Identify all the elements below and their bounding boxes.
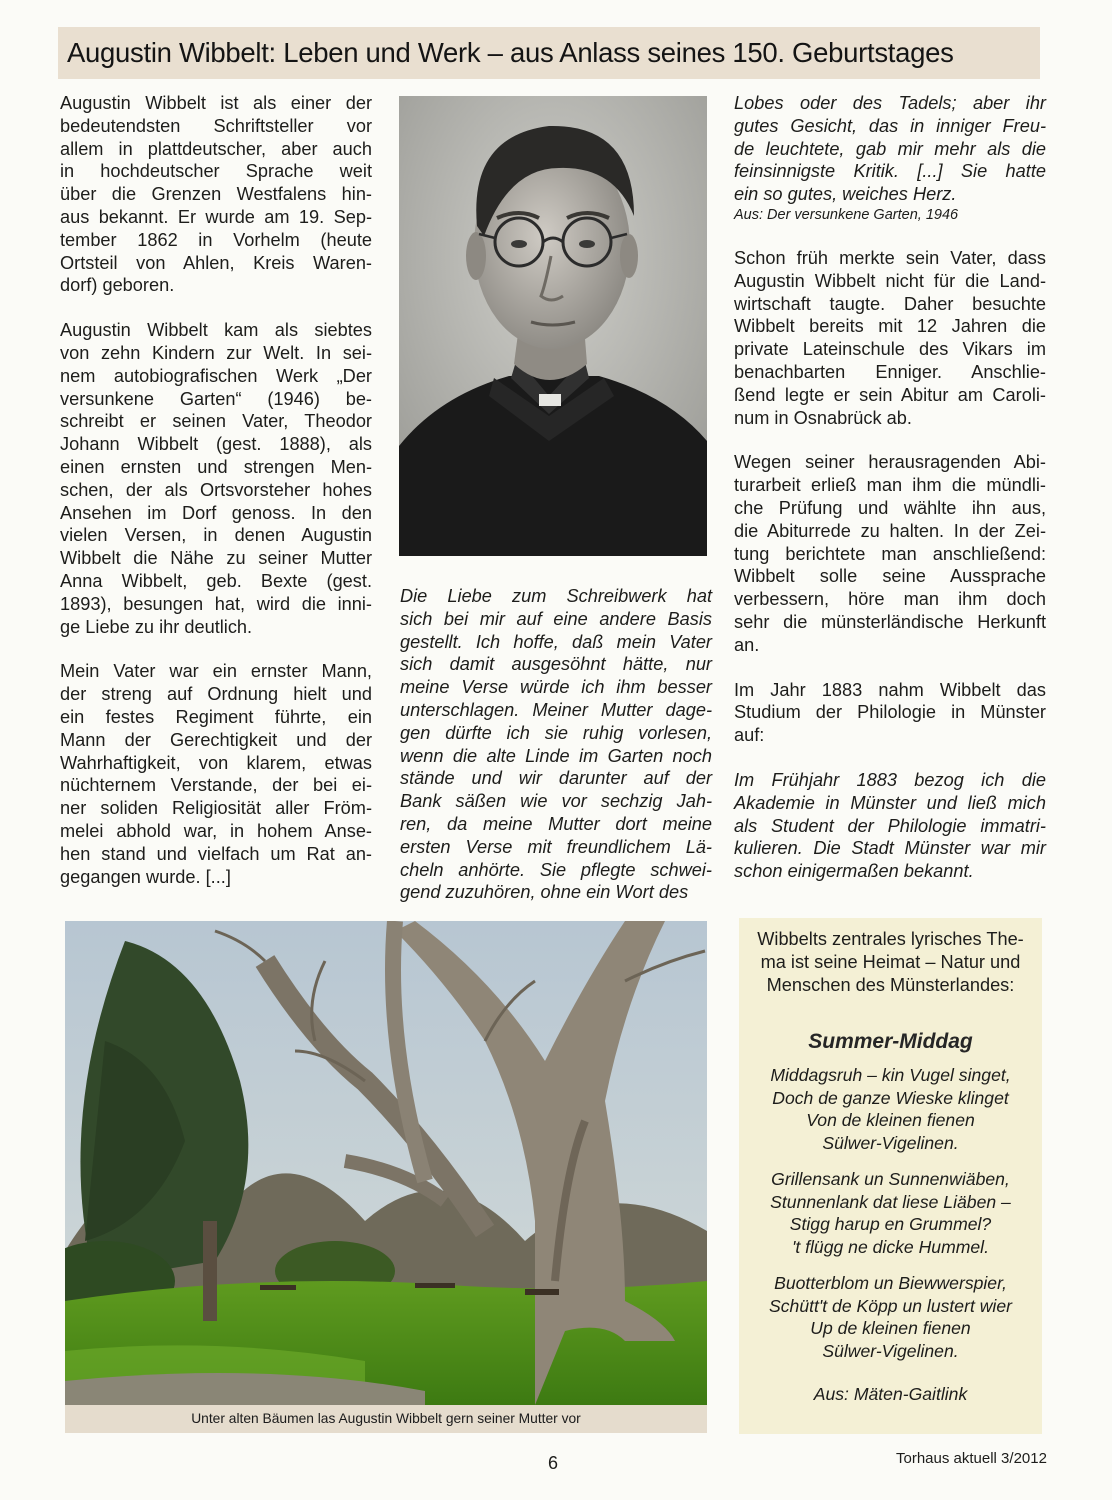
page-number: 6 — [548, 1453, 559, 1473]
poem-line: 't flügg ne dicke Hummel. — [792, 1236, 989, 1257]
body-text-line: Ansehen im Dorf genoss. In den — [60, 502, 372, 523]
body-text-line: bedeutendsten Schriftsteller vor — [60, 115, 372, 136]
body-text-line: num in Osnabrück ab. — [734, 407, 912, 428]
body-text-line: turarbeit erließ man ihm die mündli- — [734, 475, 1046, 496]
body-text-line: Mein Vater war ein ernster Mann, — [60, 661, 372, 682]
body-text-line: Johann Wibbelt (gest. 1888), als — [60, 434, 372, 455]
body-text-line: ein festes Regiment führte, ein — [60, 706, 372, 727]
body-text-line: Studium der Philologie in Münster — [734, 702, 1046, 723]
poem-line: Stunnenlank dat liese Liäben – — [770, 1191, 1011, 1212]
paragraph-gap — [734, 429, 1046, 451]
poem-stanza-3 — [739, 1272, 1042, 1362]
quote-text-line: schon einigermaßen bekannt. — [734, 861, 974, 882]
body-text-line: vielen Versen, in denen Augustin — [60, 525, 372, 546]
body-text-line: ßend legte er sein Abitur am Caroli- — [734, 384, 1046, 405]
body-text-line: von zehn Kindern zur Welt. In sei- — [60, 342, 372, 363]
quote-text-line: meine Verse würde ich ihm besser — [400, 677, 712, 698]
body-text-line: hen stand und vielfach um Rat an- — [60, 843, 372, 864]
poem-line: Stigg harup en Grummel? — [789, 1214, 992, 1235]
quote-text-line: feinsinnigste Kritik. [...] Sie hatte — [734, 161, 1046, 182]
body-text-line: Schon früh merkte sein Vater, dass — [734, 247, 1046, 268]
body-text-line: schreibt er seinen Vater, Theodor — [60, 411, 372, 432]
quote-text-line: de leuchtete, gab mir mehr als die — [734, 138, 1046, 159]
column-right — [734, 92, 1046, 883]
poem-title: Summer-Middag — [808, 1030, 973, 1054]
paragraph-gap — [60, 297, 372, 319]
poem-line: Buotterblom un Biewwerspier, — [774, 1273, 1007, 1294]
body-text-line: tung berichtete man anschließend: — [734, 543, 1046, 564]
quote-text-line: stände und wir darunter auf der — [400, 768, 712, 789]
body-text-line: Wegen seiner herausragenden Abi- — [734, 452, 1046, 473]
poem-line: Sülwer-Vigelinen. — [822, 1340, 959, 1361]
body-text-line: Augustin Wibbelt ist als einer der — [60, 93, 372, 113]
poem-stanza-2 — [739, 1168, 1042, 1258]
body-text-line: che Prüfung und wählte ihn aus, — [734, 497, 1046, 518]
quote-text-line: sich damit ausgesöhnt hätte, nur — [400, 654, 712, 675]
quote-text-line: ein so gutes, weiches Herz. — [734, 184, 957, 205]
body-text-line: Ortsteil von Ahlen, Kreis Waren- — [60, 252, 372, 273]
body-text-line: Augustin Wibbelt kam als siebtes — [60, 320, 372, 341]
quote-text-line: gend zuzuhören, ohne ein Wort des — [400, 882, 689, 903]
poem-line: Grillensank un Sunnenwiäben, — [771, 1169, 1010, 1190]
poem-box — [739, 918, 1042, 1434]
poem-line: Schütt't de Köpp un lustert wier — [769, 1295, 1012, 1316]
body-text-line: Augustin Wibbelt nicht für die Land- — [734, 270, 1046, 291]
body-text-line: nem autobiografischen Werk „Der — [60, 365, 372, 386]
quote-text-line: Akademie in Münster und ließ mich — [734, 792, 1046, 813]
paragraph-gap — [734, 747, 1046, 769]
body-text-line: nüchternem Verstande, der bei ei- — [60, 775, 372, 796]
body-text-line: tember 1862 in Vorhelm (heute — [60, 229, 372, 250]
quote-text-line: ersten Verse mit freundlichem Lä- — [400, 836, 712, 857]
poem-line: Menschen des Münsterlandes: — [766, 974, 1015, 995]
quote-text-line: gen dürfte ich sie ruhig vorlesen, — [400, 722, 712, 743]
paragraph-gap — [734, 657, 1046, 679]
body-text-line: Wahrhaftigkeit, von klarem, etwas — [60, 752, 372, 773]
quote-source: Aus: Der versunkene Garten, 1946 — [734, 206, 959, 223]
column-left — [60, 92, 372, 888]
quote-text-line: gutes Gesicht, das in inniger Freu- — [734, 115, 1046, 136]
poem-intro — [739, 928, 1042, 996]
quote-text-line: cheln anhörte. Sie pflegte schwei- — [400, 859, 712, 880]
quote-text-line: Lobes oder des Tadels; aber ihr — [734, 93, 1046, 113]
poem-line: ma ist seine Heimat – Natur und — [760, 951, 1021, 972]
body-text-line: dorf) geboren. — [60, 275, 175, 296]
body-text-line: Wibbelt solle seine Aussprache — [734, 566, 1046, 587]
body-text-line: 1893), besungen hat, wird die inni- — [60, 593, 372, 614]
body-text-line: über die Grenzen Westfalens hin- — [60, 184, 372, 205]
body-text-line: gegangen wurde. [...] — [60, 866, 231, 887]
body-text-line: verbessern, höre man ihm doch — [734, 589, 1046, 610]
body-text-line: schen, der als Ortsvorsteher hohes — [60, 479, 372, 500]
quote-text-line: wenn die alte Linde im Garten noch — [400, 745, 712, 766]
body-text-line: einen ernsten und strengen Men- — [60, 456, 372, 477]
body-text-line: ner soliden Religiosität aller Fröm- — [60, 798, 372, 819]
quote-text-line: unterschlagen. Meiner Mutter dage- — [400, 699, 712, 720]
poem-line: Middagsruh – kin Vugel singet, — [770, 1065, 1011, 1086]
body-text-line: Mann der Gerechtigkeit und der — [60, 729, 372, 750]
body-text-line: wirtschaft taugte. Daher besuchte — [734, 293, 1046, 314]
body-text-line: sehr die münsterländische Herkunft — [734, 611, 1046, 632]
body-text-line: in hochdeutscher Sprache weit — [60, 161, 372, 182]
body-text-line: private Lateinschule des Vikars im — [734, 339, 1046, 360]
body-text-line: auf: — [734, 725, 765, 746]
body-text-line: ge Liebe zu ihr deutlich. — [60, 616, 253, 637]
body-text-line: melei abhold war, in hohem Anse- — [60, 820, 372, 841]
body-text-line: versunkene Garten“ (1946) be- — [60, 388, 372, 409]
body-text-line: allem in plattdeutscher, aber auch — [60, 138, 372, 159]
quote-text-line: Bank säßen wie vor sechzig Jah- — [400, 791, 712, 812]
publication-label: Torhaus aktuell 3/2012 — [896, 1450, 1047, 1467]
photo-caption: Unter alten Bäumen las Augustin Wibbelt gern seiner Mutter vor — [65, 1405, 707, 1433]
poem-line: Up de kleinen fienen — [810, 1318, 971, 1339]
poem-stanza-1 — [739, 1064, 1042, 1154]
body-text-line: der streng auf Ordnung hielt und — [60, 684, 372, 705]
quote-text-line: gestellt. Ich hoffe, daß mein Vater — [400, 631, 712, 652]
poem-line: Doch de ganze Wieske klinget — [772, 1087, 1009, 1108]
poem-line: Wibbelts zentrales lyrisches The- — [757, 929, 1024, 949]
title-bar — [58, 27, 1040, 79]
body-text-line: die Abiturrede zu halten. In der Zei- — [734, 520, 1046, 541]
quote-text-line: sich bei mir auf eine andere Basis — [400, 608, 712, 629]
body-text-line: Wibbelt die Nähe zu seiner Mutter — [60, 548, 372, 569]
body-text-line: benachbarten Enniger. Anschlie- — [734, 361, 1046, 382]
quote-text-line: kulieren. Die Stadt Münster war mir — [734, 838, 1046, 859]
body-text-line: Im Jahr 1883 nahm Wibbelt das — [734, 679, 1046, 700]
paragraph-gap — [60, 638, 372, 660]
poem-source: Aus: Mäten-Gaitlink — [813, 1384, 968, 1405]
portrait-photo — [399, 96, 707, 556]
body-text-line: an. — [734, 634, 760, 655]
quote-text-line: Die Liebe zum Schreibwerk hat — [400, 586, 712, 606]
column-middle-quote — [400, 585, 712, 904]
quote-text-line: Im Frühjahr 1883 bezog ich die — [734, 769, 1046, 790]
quote-text-line: ren, da meine Mutter dort meine — [400, 813, 712, 834]
park-photo — [65, 921, 707, 1405]
paragraph-gap — [734, 225, 1046, 247]
poem-line: Sülwer-Vigelinen. — [822, 1132, 959, 1153]
body-text-line: Wibbelt bereits mit 12 Jahren die — [734, 316, 1046, 337]
body-text-line: aus bekannt. Er wurde am 19. Sep- — [60, 206, 372, 227]
body-text-line: Anna Wibbelt, geb. Bexte (gest. — [60, 570, 372, 591]
article-title: Augustin Wibbelt: Leben und Werk – aus Anlass seines 150. Geburtstages — [67, 37, 954, 68]
poem-line: Von de kleinen fienen — [806, 1110, 975, 1131]
quote-text-line: als Student der Philologie immatri- — [734, 815, 1046, 836]
